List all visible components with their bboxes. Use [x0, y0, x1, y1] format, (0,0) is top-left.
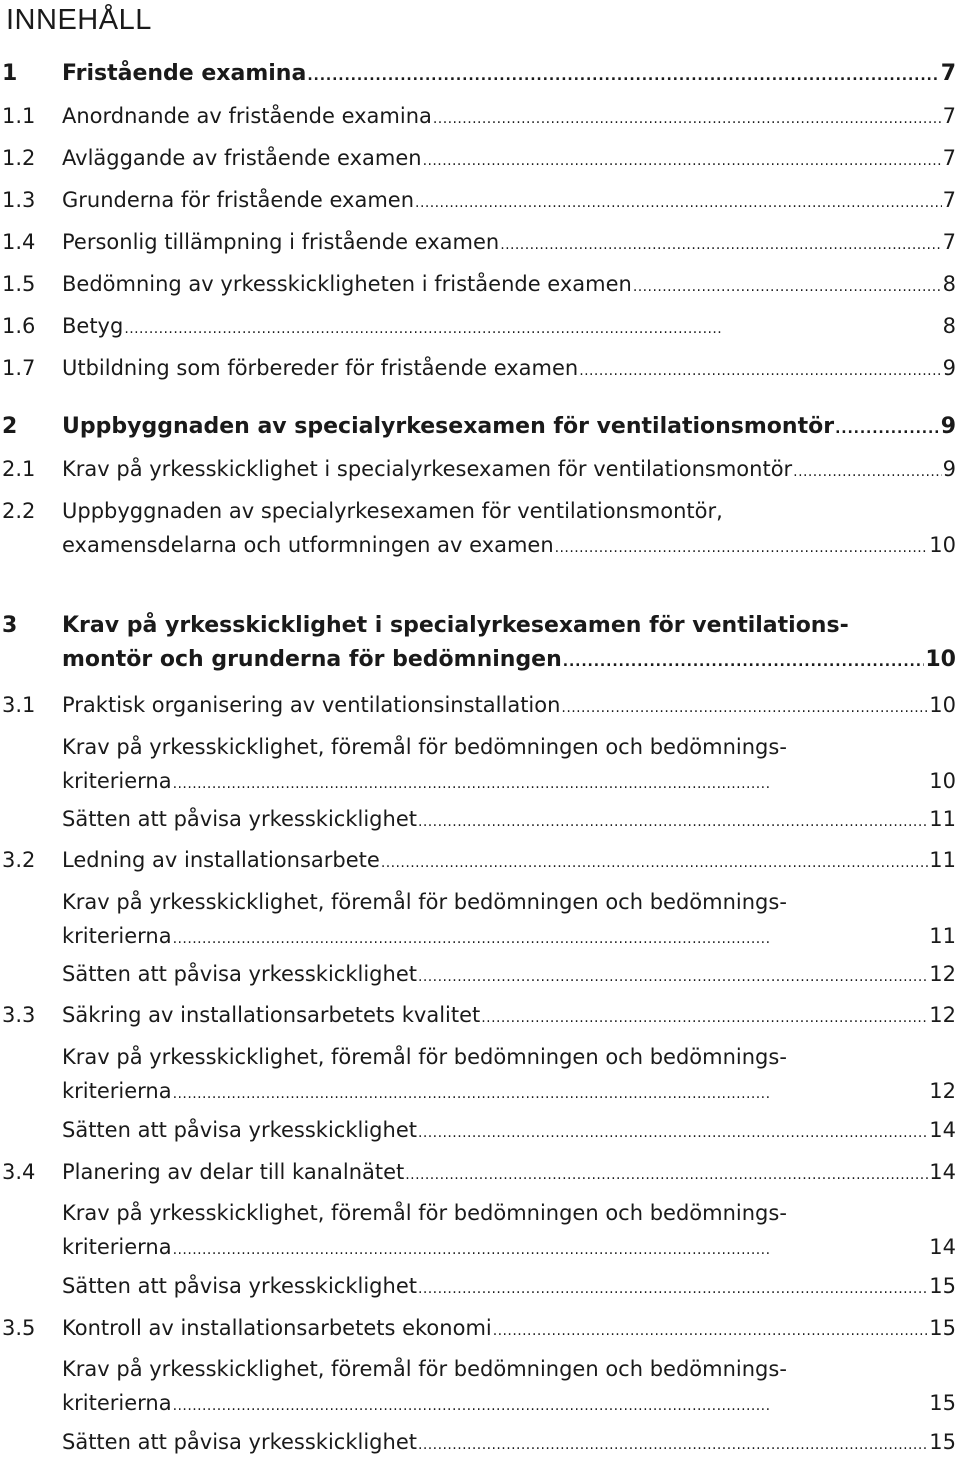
- toc-entry-number: 3.2: [2, 848, 36, 872]
- toc-entry-number: 3.4: [2, 1160, 36, 1184]
- toc-entry-text: kriterierna: [62, 924, 172, 948]
- toc-entry-body: [62, 267, 956, 304]
- toc-entry-line: [62, 1074, 956, 1111]
- toc-entry-body: [62, 452, 956, 489]
- toc-entry-text-line1: Krav på yrkesskicklighet, föremål för bedömningen och bedömnings-: [62, 1357, 787, 1381]
- toc-entry-line: [62, 528, 956, 565]
- toc-entry-text: kriterierna: [62, 769, 172, 793]
- toc-entry-number: 1.1: [2, 104, 36, 128]
- toc-entry-body: [62, 1040, 956, 1111]
- toc-entry-body: [62, 1425, 956, 1462]
- toc-entry-page: 12: [929, 1079, 956, 1103]
- dot-leader: [415, 183, 942, 220]
- dot-leader: [173, 919, 929, 956]
- toc-entry-text: kriterierna: [62, 1079, 172, 1103]
- dot-leader: [433, 99, 942, 136]
- toc-entry-page: 15: [929, 1274, 956, 1298]
- toc-entry-line: [62, 99, 956, 136]
- toc-entry-text: kriterierna: [62, 1391, 172, 1415]
- toc-entry-page: 7: [940, 61, 956, 86]
- toc-entry-page: 10: [929, 769, 956, 793]
- dot-leader: [173, 1074, 929, 1111]
- toc-entry-line: [62, 351, 956, 388]
- toc-entry-text: Utbildning som förbereder för fristående examen: [62, 356, 579, 380]
- toc-entry-number: 1.7: [2, 356, 36, 380]
- toc-entry-line: [62, 225, 956, 262]
- toc-entry-text-line1: Krav på yrkesskicklighet i specialyrkesexamen för ventilations-: [62, 613, 849, 638]
- dot-leader: [493, 1311, 929, 1348]
- toc-entry-page: 9: [940, 414, 956, 439]
- toc-entry-text: Anordnande av fristående examina: [62, 104, 432, 128]
- toc-entry-body: [62, 688, 956, 725]
- toc-entry-page: 10: [929, 533, 956, 557]
- toc-entry-body: [62, 1155, 956, 1192]
- toc-entry-page: 7: [942, 104, 956, 128]
- toc-entry-body: [62, 957, 956, 994]
- toc-entry-text: Sätten att påvisa yrkesskicklighet: [62, 1430, 417, 1454]
- toc-entry-number: 2: [2, 414, 18, 439]
- toc-entry-page: 14: [929, 1235, 956, 1259]
- toc-entry-body: [62, 998, 956, 1035]
- toc-entry-text: Kontroll av installationsarbetets ekonomi: [62, 1316, 492, 1340]
- dot-leader: [555, 528, 929, 565]
- toc-entry-number: 3.5: [2, 1316, 36, 1340]
- toc-entry-line: [62, 183, 956, 220]
- toc-entry-text: kriterierna: [62, 1235, 172, 1259]
- toc-entry-page: 7: [942, 188, 956, 212]
- toc-entry-body: [62, 309, 956, 346]
- toc-entry-page: 14: [929, 1118, 956, 1142]
- toc-entry-text: Sätten att påvisa yrkesskicklighet: [62, 962, 417, 986]
- toc-entry-line: [62, 998, 956, 1035]
- toc-entry-text: Planering av delar till kanalnätet: [62, 1160, 405, 1184]
- toc-entry-text-line1: Krav på yrkesskicklighet, föremål för bedömningen och bedömnings-: [62, 890, 787, 914]
- toc-entry-line: [62, 919, 956, 956]
- dot-leader: [418, 1425, 928, 1462]
- dot-leader: [793, 452, 941, 489]
- toc-entry-line: [62, 1386, 956, 1423]
- dot-leader: [561, 688, 928, 725]
- toc-entry-number: 1.6: [2, 314, 36, 338]
- toc-entry-text: Praktisk organisering av ventilationsinstallation: [62, 693, 561, 717]
- dot-leader: [173, 1230, 929, 1267]
- toc-entry-line: [62, 1230, 956, 1267]
- toc-entry-body: [62, 1352, 956, 1423]
- toc-entry-line: [62, 1113, 956, 1150]
- toc-entry-page: 14: [929, 1160, 956, 1184]
- toc-entry-body: [62, 1113, 956, 1150]
- toc-entry-line: [62, 643, 956, 679]
- toc-entry-page: 15: [929, 1316, 956, 1340]
- toc-entry-line: [62, 957, 956, 994]
- toc-entry-line: [62, 410, 956, 446]
- dot-leader: [381, 843, 928, 880]
- toc-entry-page: 10: [929, 693, 956, 717]
- toc-entry-text: Ledning av installationsarbete: [62, 848, 380, 872]
- toc-entry-page: 12: [929, 1003, 956, 1027]
- toc-entry-line: [62, 1311, 956, 1348]
- toc-entry-text: Betyg: [62, 314, 124, 338]
- dot-leader: [405, 1155, 928, 1192]
- dot-leader: [418, 802, 928, 839]
- dot-leader: [173, 1386, 929, 1423]
- toc-entry-body: [62, 1311, 956, 1348]
- toc-entry-number: 1.5: [2, 272, 36, 296]
- toc-entry-line: [62, 688, 956, 725]
- toc-entry-line: [62, 1269, 956, 1306]
- toc-entry-number: 3.1: [2, 693, 36, 717]
- toc-entry-body: [62, 802, 956, 839]
- toc-entry-page: 11: [929, 848, 956, 872]
- toc-entry-text: Krav på yrkesskicklighet i specialyrkesexamen för ventilationsmontör: [62, 457, 793, 481]
- toc-entry-text: Fristående examina: [62, 61, 307, 86]
- toc-entry-line: [62, 452, 956, 489]
- toc-entry-number: 3.3: [2, 1003, 36, 1027]
- toc-entry-body: [62, 351, 956, 388]
- toc-entry-body: [62, 843, 956, 880]
- toc-entry-line: [62, 141, 956, 178]
- toc-title: INNEHÅLL: [6, 4, 152, 36]
- toc-entry-text: Sätten att påvisa yrkesskicklighet: [62, 1274, 417, 1298]
- toc-entry-body: [62, 730, 956, 801]
- toc-entry-line: [62, 843, 956, 880]
- toc-entry-body: [62, 609, 956, 679]
- toc-entry-page: 11: [929, 924, 956, 948]
- dot-leader: [173, 764, 929, 801]
- dot-leader: [500, 225, 941, 262]
- toc-entry-page: 10: [925, 647, 956, 672]
- dot-leader: [418, 1269, 928, 1306]
- toc-entry-number: 1.2: [2, 146, 36, 170]
- toc-entry-text: Sätten att påvisa yrkesskicklighet: [62, 1118, 417, 1142]
- toc-entry-text: Personlig tillämpning i fristående examen: [62, 230, 500, 254]
- toc-entry-page: 7: [942, 230, 956, 254]
- toc-entry-number: 3: [2, 613, 18, 638]
- toc-entry-line: [62, 267, 956, 304]
- dot-leader: [124, 309, 941, 346]
- toc-entry-text: Grunderna för fristående examen: [62, 188, 415, 212]
- toc-entry-text: Sätten att påvisa yrkesskicklighet: [62, 807, 417, 831]
- toc-entry-number: 1.3: [2, 188, 36, 212]
- toc-entry-number: 1: [2, 61, 18, 86]
- toc-entry-text-line1: Krav på yrkesskicklighet, föremål för bedömningen och bedömnings-: [62, 735, 787, 759]
- toc-entry-text: montör och grunderna för bedömningen: [62, 647, 562, 672]
- toc-entry-line: [62, 764, 956, 801]
- toc-entry-page: 8: [942, 314, 956, 338]
- toc-entry-text-line1: Krav på yrkesskicklighet, föremål för bedömningen och bedömnings-: [62, 1201, 787, 1225]
- toc-entry-body: [62, 494, 956, 565]
- toc-entry-line: [62, 1425, 956, 1462]
- toc-entry-page: 8: [942, 272, 956, 296]
- dot-leader: [481, 998, 928, 1035]
- toc-entry-page: 9: [942, 356, 956, 380]
- toc-entry-number: 2.1: [2, 457, 36, 481]
- toc-entry-line: [62, 309, 956, 346]
- toc-entry-text: Uppbyggnaden av specialyrkesexamen för ventilationsmontör: [62, 414, 835, 439]
- dot-leader: [423, 141, 942, 178]
- dot-leader: [633, 267, 942, 304]
- toc-entry-body: [62, 57, 956, 93]
- toc-entry-text: Säkring av installationsarbetets kvalitet: [62, 1003, 481, 1027]
- toc-entry-body: [62, 141, 956, 178]
- toc-entry-line: [62, 1155, 956, 1192]
- toc-entry-text: Bedömning av yrkesskickligheten i fristående examen: [62, 272, 632, 296]
- toc-entry-body: [62, 885, 956, 956]
- toc-entry-page: 15: [929, 1430, 956, 1454]
- toc-entry-text-line1: Krav på yrkesskicklighet, föremål för bedömningen och bedömnings-: [62, 1045, 787, 1069]
- dot-leader: [835, 410, 940, 446]
- toc-entry-number: 1.4: [2, 230, 36, 254]
- toc-entry-body: [62, 1196, 956, 1267]
- toc-entry-body: [62, 1269, 956, 1306]
- toc-entry-text-line1: Uppbyggnaden av specialyrkesexamen för ventilationsmontör,: [62, 499, 723, 523]
- toc-entry-body: [62, 99, 956, 136]
- toc-entry-body: [62, 183, 956, 220]
- toc-entry-line: [62, 57, 956, 93]
- dot-leader: [418, 1113, 928, 1150]
- dot-leader: [563, 643, 925, 679]
- toc-entry-page: 15: [929, 1391, 956, 1415]
- toc-entry-text: examensdelarna och utformningen av examen: [62, 533, 554, 557]
- dot-leader: [418, 957, 928, 994]
- toc-entry-page: 7: [942, 146, 956, 170]
- toc-entry-body: [62, 225, 956, 262]
- dot-leader: [579, 351, 941, 388]
- toc-entry-text: Avläggande av fristående examen: [62, 146, 422, 170]
- toc-entry-page: 12: [929, 962, 956, 986]
- dot-leader: [307, 57, 939, 93]
- toc-entry-page: 9: [942, 457, 956, 481]
- toc-entry-page: 11: [929, 807, 956, 831]
- toc-entry-body: [62, 410, 956, 446]
- toc-entry-number: 2.2: [2, 499, 36, 523]
- toc-entry-line: [62, 802, 956, 839]
